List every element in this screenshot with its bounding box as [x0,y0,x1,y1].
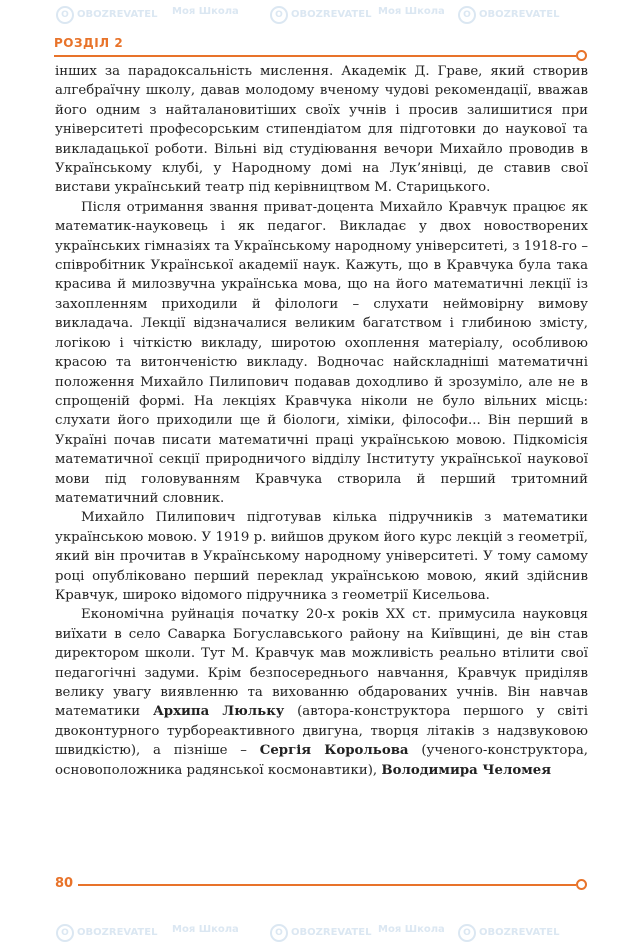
header-rule-end-ring [576,50,587,61]
watermark-moya-shkola: Моя Школа [378,924,445,935]
watermark-obozrevatel: O OBOZREVATEL [458,6,559,24]
paragraph-3: Михайло Пилипович підготував кілька підручників з математики українською мовою. У 1919 р. вийшов друком його курс лекцій з геометрії, який він прочитав в Українському народному університеті. У тому самому році опубліковано перший переклад українською мовою, який здійснив Кравчук, широко відомого підручника з геометрії Кисельова. [55,510,588,603]
paragraph-4-text-1: Економічна руйнація початку 20-х років XX ст. примусила науковця виїхати в село Саварка Богуславського району на Київщині, де він став директором школи. Тут М. Кравчук мав можливість реально втілити свої педагогічні задуми. Крім безпосереднього навчання, Кравчук приділяв велику увагу виявленню та вихованню обдарованих учнів. Він навчав математики [55,607,588,720]
watermark-obozrevatel: O OBOZREVATEL [56,6,157,24]
section-header: РОЗДІЛ 2 [54,36,124,50]
watermark-obozrevatel: O OBOZREVATEL [270,924,371,942]
name-arkhyp-lyulka: Архипа Люльку [152,704,285,720]
name-volodymyr-chelomey: Володимира Челомея [381,762,552,778]
page-number: 80 [55,876,74,891]
paragraph-4 [55,605,588,780]
watermark-obozrevatel: O OBOZREVATEL [56,924,157,942]
name-serhiy-korolyov: Сергія Корольова [259,743,409,759]
footer-rule [78,884,576,886]
watermark-obozrevatel: O OBOZREVATEL [458,924,559,942]
paragraph-2: Після отримання звання приват-доцента Михайло Кравчук працює як математик-науковець і як педагог. Викладає у двох новостворених українських гімназіях та Українському народному університеті, з 1918-го – співробітник Української академії наук. Кажуть, що в Кравчука була така красива й милозвучна українська мова, що на його математичні лекції із захопленням приходили й філологи – слухати неймовірну вимову викладача. Лекції відзначалися великим багатством і глибиною змісту, логікою і чіткістю викладу, широтою охоплення матеріалу, особливою красою та витонченістю викладу. Водночас найскладніші математичні положення Михайло Пилипович подавав доходливо й зрозуміло, але не в спрощеній формі. На лекціях Кравчука ніколи не було вільних місць: слухати його приходили ще й біологи, хіміки, філософи... Він перший в Україні почав писати математичні праці українською мовою. Підкомісія математичної секції природничого відділу Інституту української наукової мови під головуванням Кравчука створила й перший тритомний математичний словник. [55,199,588,506]
footer-rule-end-ring [576,879,587,890]
paragraph-4-text-2: (автора-конструктора першого у світі двоконтурного турбореактивного двигуна, творця літаків з надзвуковою швидкістю), а пізніше – [55,704,588,759]
body-text [55,62,588,780]
header-rule [54,55,576,57]
watermark-moya-shkola: Моя Школа [378,6,445,17]
watermark-moya-shkola: Моя Школа [172,924,239,935]
paragraph-1: інших за парадоксальність мислення. Академік Д. Граве, який створив алгебраїчну школу, давав молодому вченому чудові рекомендації, вважав його одним з найталановитіших своїх учнів і просив залишитися при університеті професорським стипендіатом для підготовки до наукової та викладацької роботи. Вільні від студіювання вечори Михайло проводив в Українському клубі, у Народному домі на Лук’янівці, де ставив свої вистави український театр під керівництвом М. Старицького. [55,64,588,196]
watermark-moya-shkola: Моя Школа [172,6,239,17]
paragraph-4-text-3: (ученого-конструктора, основоположника радянської космонавтики), [55,743,589,778]
watermark-obozrevatel: O OBOZREVATEL [270,6,371,24]
